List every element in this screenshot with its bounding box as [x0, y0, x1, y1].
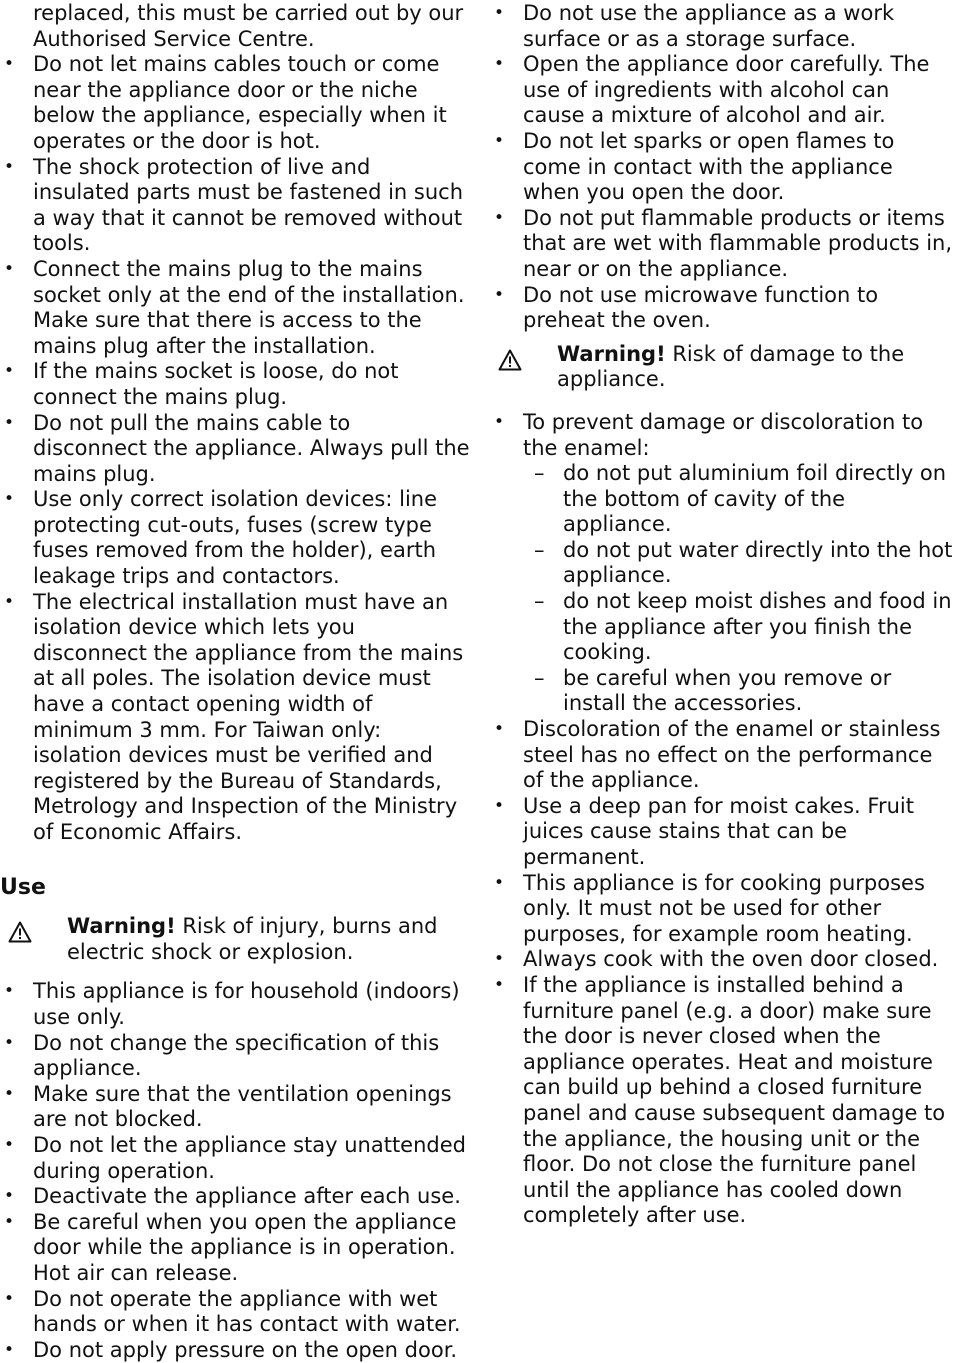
list-item: • Do not use microwave function to preheat the oven.	[490, 283, 954, 334]
warning-note-damage	[490, 342, 954, 393]
list-item: • Deactivate the appliance after each use.	[0, 1184, 470, 1210]
use-list	[0, 979, 470, 1363]
list-item: • This appliance is for household (indoors) use only.	[0, 979, 470, 1030]
installation-list	[0, 1, 470, 846]
right-column	[490, 1, 954, 1229]
list-item: • Use only correct isolation devices: line protecting cut-outs, fuses (screw type fuses removed from the holder), earth leakage trips and contactors.	[0, 487, 470, 589]
list-item: • Be careful when you open the appliance door while the appliance is in operation. Hot air can release.	[0, 1210, 470, 1287]
section-title-use: Use	[0, 874, 46, 900]
list-item: • Do not let sparks or open flames to come in contact with the appliance when you open the door.	[490, 129, 954, 206]
sub-list-item: – do not keep moist dishes and food in the appliance after you finish the cooking.	[490, 589, 954, 666]
list-item: • Connect the mains plug to the mains socket only at the end of the installation. Make sure that there is access to the mains plug after the installation.	[0, 257, 470, 359]
list-item: • Do not put flammable products or items that are wet with flammable products in, near or on the appliance.	[490, 206, 954, 283]
list-item: • Do not use the appliance as a work surface or as a storage surface.	[490, 1, 954, 52]
list-item: • Do not apply pressure on the open door.	[0, 1338, 470, 1363]
list-item: • Do not let mains cables touch or come near the appliance door or the niche below the appliance, especially when it operates or the door is hot.	[0, 52, 470, 154]
sub-list-item: – do not put aluminium foil directly on the bottom of cavity of the appliance.	[490, 461, 954, 538]
warning-note	[0, 914, 470, 965]
enamel-intro: To prevent damage or discoloration to the enamel:	[523, 409, 924, 460]
warning-text: Risk of injury, burns and electric shock or explosion.	[67, 914, 438, 964]
warning-triangle-icon	[8, 921, 32, 943]
list-item: • Use a deep pan for moist cakes. Fruit juices cause stains that can be permanent.	[490, 794, 954, 871]
list-item: • If the appliance is installed behind a furniture panel (e.g. a door) make sure the door is never closed when the appliance operates. Heat and moisture can build up behind a closed furniture panel and cause subsequent damage to the appliance, the housing unit or the floor. Do not close the furniture panel until the appliance has cooled down completely after use.	[490, 973, 954, 1229]
list-item: • The electrical installation must have an isolation device which lets you disconnect the appliance from the mains at all poles. The isolation device must have a contact opening width of minimum 3 mm. For Taiwan only: isolation devices must be verified and registered by the Bureau of Standards, Metrology and Inspection of the Ministry of Economic Affairs.	[0, 590, 470, 846]
list-item: • Open the appliance door carefully. The use of ingredients with alcohol can cause a mixture of alcohol and air.	[490, 52, 954, 129]
warning-label: Warning!	[67, 914, 176, 939]
enamel-list	[490, 410, 954, 1229]
left-column	[0, 1, 470, 1363]
warning-text: Risk of damage to the appliance.	[557, 341, 905, 392]
list-item: • The shock protection of live and insulated parts must be fastened in such a way that it cannot be removed without tools.	[0, 155, 470, 257]
warning-triangle-icon	[498, 349, 522, 371]
list-item	[490, 410, 954, 717]
list-item: • Do not operate the appliance with wet hands or when it has contact with water.	[0, 1287, 470, 1338]
enamel-sublist	[490, 461, 954, 717]
list-item-continued: replaced, this must be carried out by our Authorised Service Centre.	[33, 1, 464, 51]
sub-list-item: – do not put water directly into the hot appliance.	[490, 538, 954, 589]
warning-label: Warning!	[557, 341, 666, 366]
list-item: • Always cook with the oven door closed.	[490, 947, 954, 973]
list-item: • Make sure that the ventilation openings are not blocked.	[0, 1082, 470, 1133]
list-item: • Do not change the specification of this appliance.	[0, 1031, 470, 1082]
use-list-continued	[490, 1, 954, 334]
list-item: • If the mains socket is loose, do not connect the mains plug.	[0, 359, 470, 410]
list-item: • This appliance is for cooking purposes only. It must not be used for other purposes, for example room heating.	[490, 871, 954, 948]
list-item: • Do not let the appliance stay unattended during operation.	[0, 1133, 470, 1184]
list-item: • Do not pull the mains cable to disconnect the appliance. Always pull the mains plug.	[0, 411, 470, 488]
sub-list-item: – be careful when you remove or install the accessories.	[490, 666, 954, 717]
list-item: • Discoloration of the enamel or stainless steel has no effect on the performance of the appliance.	[490, 717, 954, 794]
